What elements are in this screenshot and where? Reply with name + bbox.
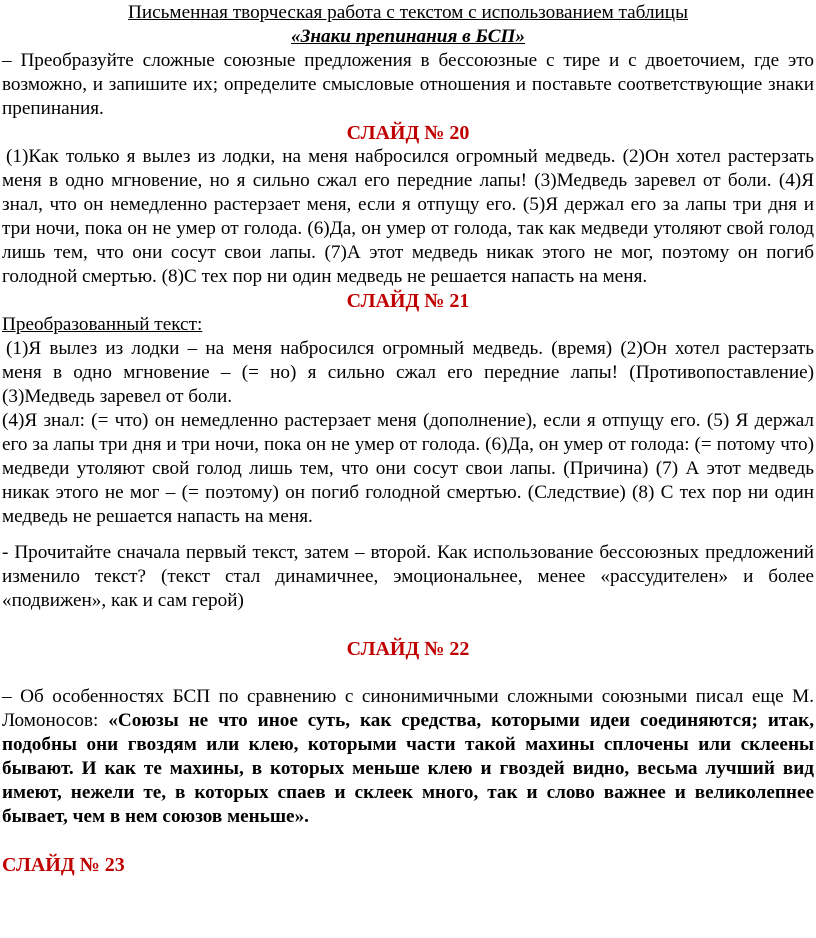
- transformed-paragraph-2: (4)Я знал: (= что) он немедленно растерзает меня (дополнение), если я отпущу его. (5) Я держал его за лапы три дня и три ночи, пока он не умер от голода. (6)Да, он умер от голода: (= потому что) медведи утоляют свой голод лишь тем, что они сосут свои лапы. (Причина) (7) А этот медведь никак этого не мог – (= поэтому) он погиб голодной смертью. (Следствие) (8) С тех пор ни один медведь не решается напасть на меня.: [2, 410, 814, 527]
- spacer: [2, 829, 814, 853]
- transformed-text-label: Преобразованный текст:: [2, 314, 203, 335]
- lomonosov-intro: – Об особенностях БСП по сравнению с синонимичными сложными союзными писал еще М. Ломоносов:: [2, 686, 814, 731]
- spacer: [2, 529, 814, 541]
- spacer: [2, 613, 814, 637]
- slide-20-text: (1)Как только я вылез из лодки, на меня набросился огромный медведь. (2)Он хотел растерзать меня в одно мгновение, но я сильно сжал его передние лапы! (3)Медведь заревел от боли. (4)Я знал, что он немедленно растерзает меня, если я отпущу его. (5)Я держал его за лапы три дня и три ночи, пока он не умер от голода. (6)Да, он умер от голода, так как медведи утоляют свой голод лишь тем, что они сосут свои лапы. (7)А этот медведь никак этого не мог, поэтому он погиб голодной смертью. (8)С тех пор ни один медведь не решается напасть на меня.: [2, 146, 814, 287]
- lomonosov-paragraph: [2, 685, 814, 829]
- transformed-paragraph-1: (1)Я вылез из лодки – на меня набросился огромный медведь. (время) (2)Он хотел растерзать меня в одно мгновение – (= но) я сильно сжал его передние лапы! (Противопоставление) (3)Медведь заревел от боли.: [2, 338, 814, 407]
- page-subtitle: «Знаки препинания в БСП»: [290, 26, 526, 47]
- comparison-question: - Прочитайте сначала первый текст, затем – второй. Как использование бессоюзных предложений изменило текст? (текст стал динамичнее, эмоциональнее, менее «рассудителен» и более «подвижен», как и сам герой): [2, 542, 814, 611]
- page-title: Письменная творческая работа с текстом с использованием таблицы: [128, 2, 688, 23]
- slide-23-heading: СЛАЙД № 23: [2, 854, 125, 876]
- slide-20-heading: СЛАЙД № 20: [346, 122, 470, 144]
- slide-22-heading: СЛАЙД № 22: [346, 638, 470, 660]
- lomonosov-quote: «Союзы не что иное суть, как средства, которыми идеи соединяются; итак, подобны они гвоздям или клею, которыми части такой махины сплочены или склеены бывают. И как те махины, в которых меньше клею и гвоздей видно, весьма лучший вид имеют, нежели те, в которых спаев и склеек много, так и слово важнее и великолепнее бывает, чем в нем союзов меньше».: [2, 710, 815, 827]
- slide-21-heading: СЛАЙД № 21: [346, 290, 470, 312]
- task-instruction: – Преобразуйте сложные союзные предложения в бессоюзные с тире и с двоеточием, где это возможно, и запишите их; определите смысловые отношения и поставьте соответствующие знаки препинания.: [2, 50, 814, 119]
- spacer: [2, 661, 814, 685]
